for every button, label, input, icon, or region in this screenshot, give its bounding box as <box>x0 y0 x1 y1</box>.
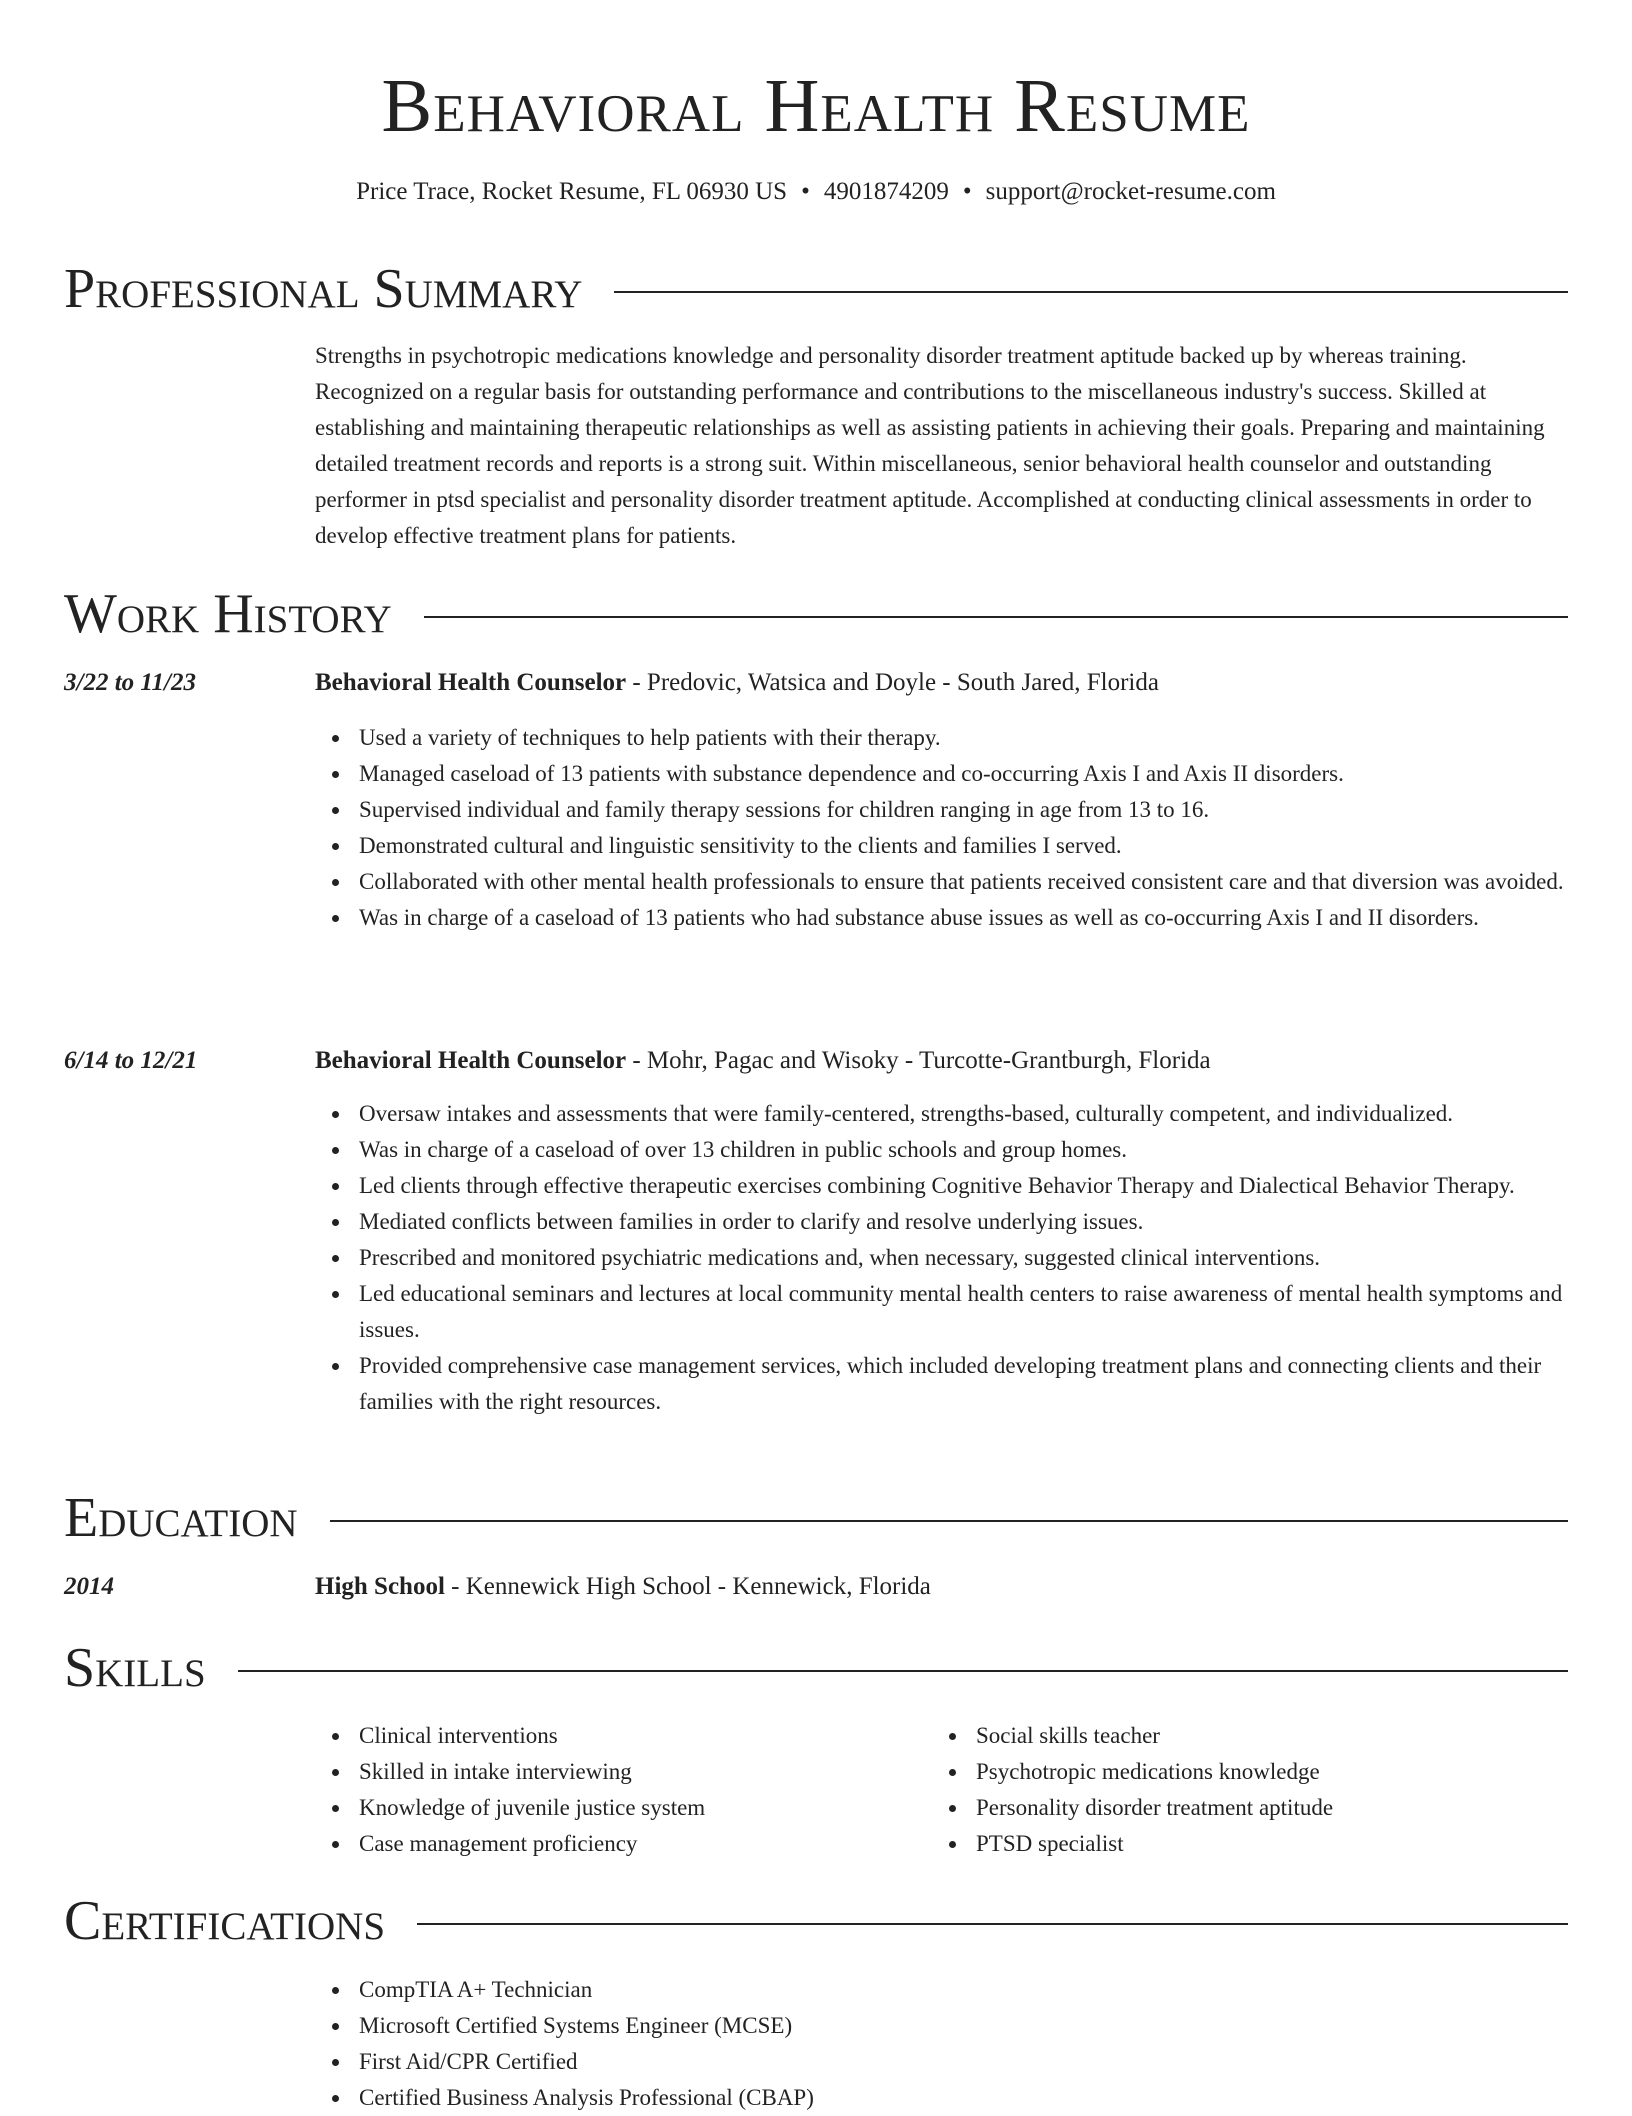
job-employer: - Predovic, Watsica and Doyle - South Jared, Florida <box>626 669 1159 696</box>
section-rule <box>614 291 1568 293</box>
list-item: First Aid/CPR Certified <box>359 2044 1570 2080</box>
list-item: Psychotropic medications knowledge <box>976 1754 1552 1790</box>
job-heading <box>315 665 1570 701</box>
list-item: Oversaw intakes and assessments that were family-centered, strengths-based, culturally competent, and individualized. <box>359 1096 1570 1132</box>
section-rule <box>424 616 1568 618</box>
section-rule <box>330 1520 1568 1522</box>
phone: 4901874209 <box>823 178 949 205</box>
education-school: - Kennewick High School - Kennewick, Florida <box>444 1573 931 1600</box>
list-item: Personality disorder treatment aptitude <box>976 1790 1552 1826</box>
list-item: Led educational seminars and lectures at local community mental health centers to raise awareness of mental health symptoms and issues. <box>359 1276 1570 1348</box>
section-rule <box>417 1923 1568 1925</box>
list-item: Case management proficiency <box>359 1826 875 1862</box>
list-item: Social skills teacher <box>976 1718 1552 1754</box>
separator-dot: • <box>801 178 810 205</box>
list-item: Skilled in intake interviewing <box>359 1754 875 1790</box>
resume-title: Behavioral Health Resume <box>381 64 1251 148</box>
job-employer: - Mohr, Pagac and Wisoky - Turcotte-Grantburgh, Florida <box>626 1047 1211 1074</box>
job-title: Behavioral Health Counselor <box>315 669 627 696</box>
list-item: CompTIA A+ Technician <box>359 1972 1570 2008</box>
education-year: 2014 <box>64 1573 114 1600</box>
list-item: Prescribed and monitored psychiatric medications and, when necessary, suggested clinical interventions. <box>359 1240 1570 1276</box>
list-item: Mediated conflicts between families in order to clarify and resolve underlying issues. <box>359 1204 1570 1240</box>
summary-text: Strengths in psychotropic medications knowledge and personality disorder treatment aptitude backed up by whereas training. Recognized on a regular basis for outstanding performance and contributions to the miscellaneous industry's success. Skilled at establishing and maintaining therapeutic relationships as well as assisting patients in achieving their goals. Preparing and maintaining detailed treatment records and reports is a strong suit. Within miscellaneous, senior behavioral health counselor and outstanding performer in ptsd specialist and personality disorder treatment aptitude. Accomplished at conducting clinical assessments in order to develop effective treatment plans for patients. <box>315 343 1545 548</box>
section-title: Professional Summary <box>64 258 583 320</box>
job-bullets <box>315 1096 1570 1420</box>
list-item: Clinical interventions <box>359 1718 875 1754</box>
list-item: Used a variety of techniques to help patients with their therapy. <box>359 720 1570 756</box>
skills-list-left <box>315 1718 875 1862</box>
address: Price Trace, Rocket Resume, FL 06930 US <box>356 178 788 205</box>
section-title: Education <box>64 1487 298 1549</box>
list-item: PTSD specialist <box>976 1826 1552 1862</box>
job-heading <box>315 1043 1570 1079</box>
list-item: Led clients through effective therapeutic exercises combining Cognitive Behavior Therapy and Dialectical Behavior Therapy. <box>359 1168 1570 1204</box>
section-title: Work History <box>64 583 392 645</box>
email[interactable]: support@rocket-resume.com <box>985 178 1276 205</box>
section-header-education <box>64 1483 1568 1553</box>
section-header-work <box>64 579 1568 649</box>
section-header-certifications <box>64 1886 1568 1956</box>
certifications-list <box>315 1972 1570 2116</box>
skills-list-right <box>932 1718 1552 1862</box>
education-heading <box>315 1569 1570 1605</box>
section-title: Certifications <box>64 1890 386 1952</box>
separator-dot: • <box>962 178 972 205</box>
job-dates: 3/22 to 11/23 <box>64 669 196 696</box>
job-bullets <box>315 720 1570 936</box>
job-dates: 6/14 to 12/21 <box>64 1047 198 1074</box>
section-header-summary <box>64 254 1568 324</box>
section-rule <box>238 1670 1568 1672</box>
job-title: Behavioral Health Counselor <box>315 1047 627 1074</box>
list-item: Was in charge of a caseload of over 13 children in public schools and group homes. <box>359 1132 1570 1168</box>
list-item: Provided comprehensive case management services, which included developing treatment plans and connecting clients and their families with the right resources. <box>359 1348 1570 1420</box>
section-title: Skills <box>64 1637 206 1699</box>
education-degree: High School <box>315 1573 445 1600</box>
list-item: Certified Business Analysis Professional (CBAP) <box>359 2080 1570 2116</box>
list-item: Demonstrated cultural and linguistic sensitivity to the clients and families I served. <box>359 828 1570 864</box>
contact-line <box>0 174 1632 210</box>
list-item: Collaborated with other mental health professionals to ensure that patients received consistent care and that diversion was avoided. <box>359 864 1570 900</box>
list-item: Managed caseload of 13 patients with substance dependence and co-occurring Axis I and Axis II disorders. <box>359 756 1570 792</box>
list-item: Microsoft Certified Systems Engineer (MCSE) <box>359 2008 1570 2044</box>
list-item: Supervised individual and family therapy sessions for children ranging in age from 13 to 16. <box>359 792 1570 828</box>
list-item: Was in charge of a caseload of 13 patients who had substance abuse issues as well as co-occurring Axis I and II disorders. <box>359 900 1570 936</box>
section-header-skills <box>64 1633 1568 1703</box>
list-item: Knowledge of juvenile justice system <box>359 1790 875 1826</box>
